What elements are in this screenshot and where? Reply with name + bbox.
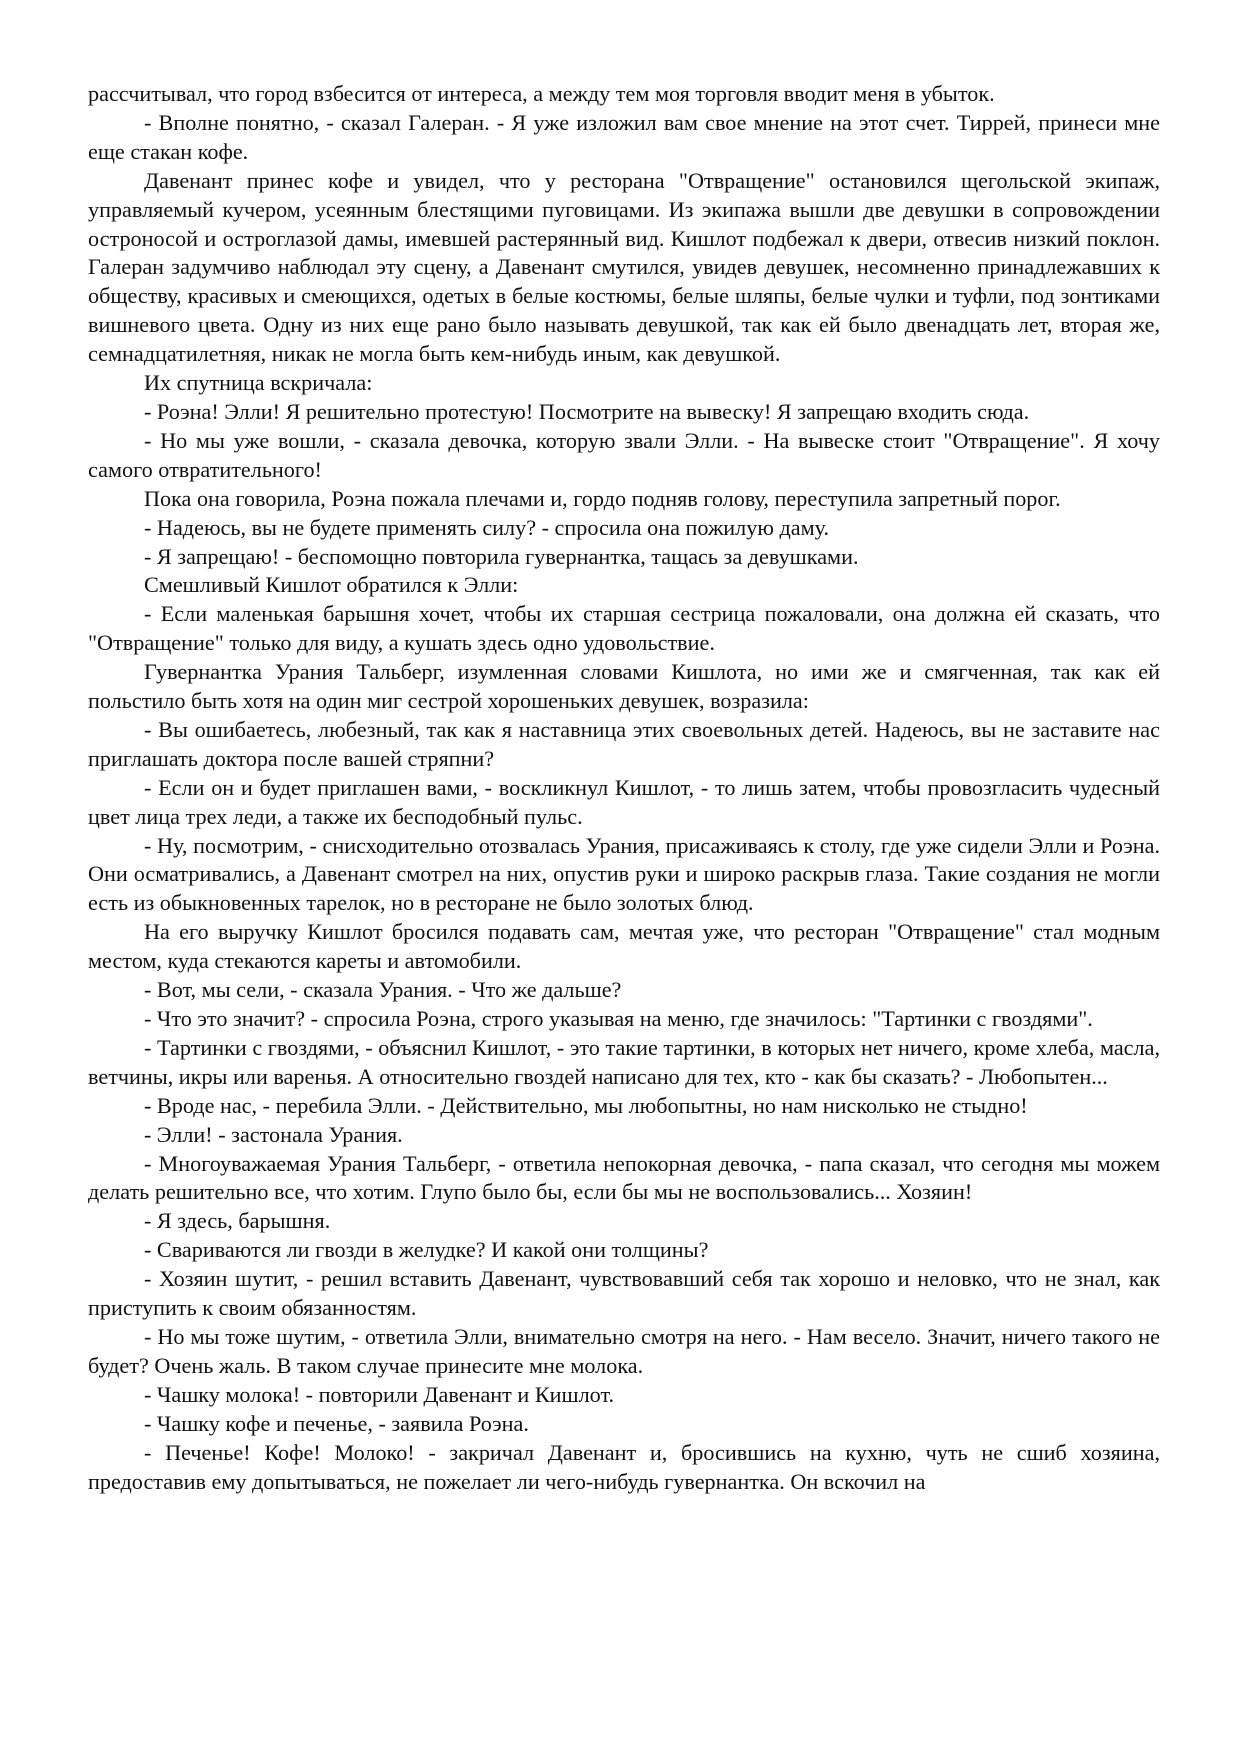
paragraph: - Многоуважаемая Урания Тальберг, - ответила непокорная девочка, - папа сказал, что сегодня мы можем делать решительно все, что хотим. Глупо было бы, если бы мы не воспользовались... Хозяин!	[88, 1150, 1160, 1205]
paragraph: Пока она говорила, Роэна пожала плечами и, гордо подняв голову, переступила запретный порог.	[144, 485, 1061, 511]
paragraph: Давенант принес кофе и увидел, что у ресторана "Отвращение" остановился щегольской экипаж, управляемый кучером, усеянным блестящими пуговицами. Из экипажа вышли две девушки в сопровождении остроносой и остроглазой дамы, имевшей растерянный вид. Кишлот подбежал к двери, отвесив низкий поклон. Галеран задумчиво наблюдал эту сцену, а Давенант смутился, увидев девушек, несомненно принадлежавших к обществу, красивых и смеющихся, одетых в белые костюмы, белые шляпы, белые чулки и туфли, под зонтиками вишневого цвета. Одну из них еще рано было называть девушкой, так как ей было двенадцать лет, вторая же, семнадцатилетняя, никак не могла быть кем-нибудь иным, как девушкой.	[88, 167, 1160, 367]
paragraph: - Свариваются ли гвозди в желудке? И какой они толщины?	[144, 1237, 709, 1263]
paragraph: - Но мы уже вошли, - сказала девочка, которую звали Элли. - На вывеске стоит "Отвращение". Я хочу самого отвратительного!	[88, 427, 1160, 482]
paragraph: - Если он и будет приглашен вами, - воскликнул Кишлот, - то лишь затем, чтобы провозгласить чудесный цвет лица трех леди, а также их бесподобный пульс.	[88, 774, 1160, 829]
paragraph: - Вроде нас, - перебила Элли. - Действительно, мы любопытны, но нам нисколько не стыдно!	[144, 1092, 1028, 1118]
paragraph: рассчитывал, что город взбесится от интереса, а между тем моя торговля вводит меня в убыток.	[88, 81, 995, 106]
document-page	[88, 80, 1160, 1496]
paragraph: - Чашку кофе и печенье, - заявила Роэна.	[144, 1410, 529, 1436]
paragraph: - Роэна! Элли! Я решительно протестую! Посмотрите на вывеску! Я запрещаю входить сюда.	[144, 398, 1030, 424]
paragraph: - Чашку молока! - повторили Давенант и Кишлот.	[144, 1381, 615, 1407]
paragraph: - Вполне понятно, - сказал Галеран. - Я уже изложил вам свое мнение на этот счет. Тиррей, принеси мне еще стакан кофе.	[88, 109, 1160, 164]
paragraph: Их спутница вскричала:	[144, 370, 373, 396]
paragraph: - Элли! - застонала Урания.	[144, 1121, 403, 1147]
paragraph: - Я здесь, барышня.	[144, 1208, 331, 1234]
paragraph: - Ну, посмотрим, - снисходительно отозвалась Урания, присаживаясь к столу, где уже сидели Элли и Роэна. Они осматривались, а Давенант смотрел на них, опустив руки и широко раскрыв глаза. Такие создания не могли есть из обыкновенных тарелок, но в ресторане не было золотых блюд.	[88, 832, 1160, 916]
paragraph: - Я запрещаю! - беспомощно повторила гувернантка, тащась за девушками.	[144, 543, 859, 569]
paragraph: На его выручку Кишлот бросился подавать сам, мечтая уже, что ресторан "Отвращение" стал модным местом, куда стекаются кареты и автомобили.	[88, 919, 1160, 974]
paragraph: - Хозяин шутит, - решил вставить Давенант, чувствовавший себя так хорошо и неловко, что не знал, как приступить к своим обязанностям.	[88, 1266, 1160, 1321]
paragraph: - Но мы тоже шутим, - ответила Элли, внимательно смотря на него. - Нам весело. Значит, ничего такого не будет? Очень жаль. В таком случае принесите мне молока.	[88, 1323, 1160, 1378]
paragraph: - Если маленькая барышня хочет, чтобы их старшая сестрица пожаловали, она должна ей сказать, что "Отвращение" только для виду, а кушать здесь одно удовольствие.	[88, 601, 1160, 656]
paragraph: - Вот, мы сели, - сказала Урания. - Что же дальше?	[144, 977, 622, 1003]
paragraph: - Тартинки с гвоздями, - объяснил Кишлот, - это такие тартинки, в которых нет ничего, кроме хлеба, масла, ветчины, икры или варенья. А относительно гвоздей написано для тех, кто - как бы сказать? - Любопытен...	[88, 1034, 1160, 1089]
paragraph: - Что это значит? - спросила Роэна, строго указывая на меню, где значилось: "Тартинки с гвоздями".	[144, 1006, 1093, 1031]
paragraph: - Вы ошибаетесь, любезный, так как я наставница этих своевольных детей. Надеюсь, вы не заставите нас приглашать доктора после вашей стряпни?	[88, 716, 1160, 771]
paragraph: Смешливый Кишлот обратился к Элли:	[144, 572, 519, 598]
paragraph: - Надеюсь, вы не будете применять силу? - спросила она пожилую даму.	[144, 514, 830, 540]
paragraph: Гувернантка Урания Тальберг, изумленная словами Кишлота, но ими же и смягченная, так как ей польстило быть хотя на один миг сестрой хорошеньких девушек, возразила:	[88, 659, 1160, 714]
paragraph: - Печенье! Кофе! Молоко! - закричал Давенант и, бросившись на кухню, чуть не сшиб хозяина, предоставив ему допытываться, не пожелает ли чего-нибудь гувернантка. Он вскочил на	[88, 1439, 1160, 1494]
